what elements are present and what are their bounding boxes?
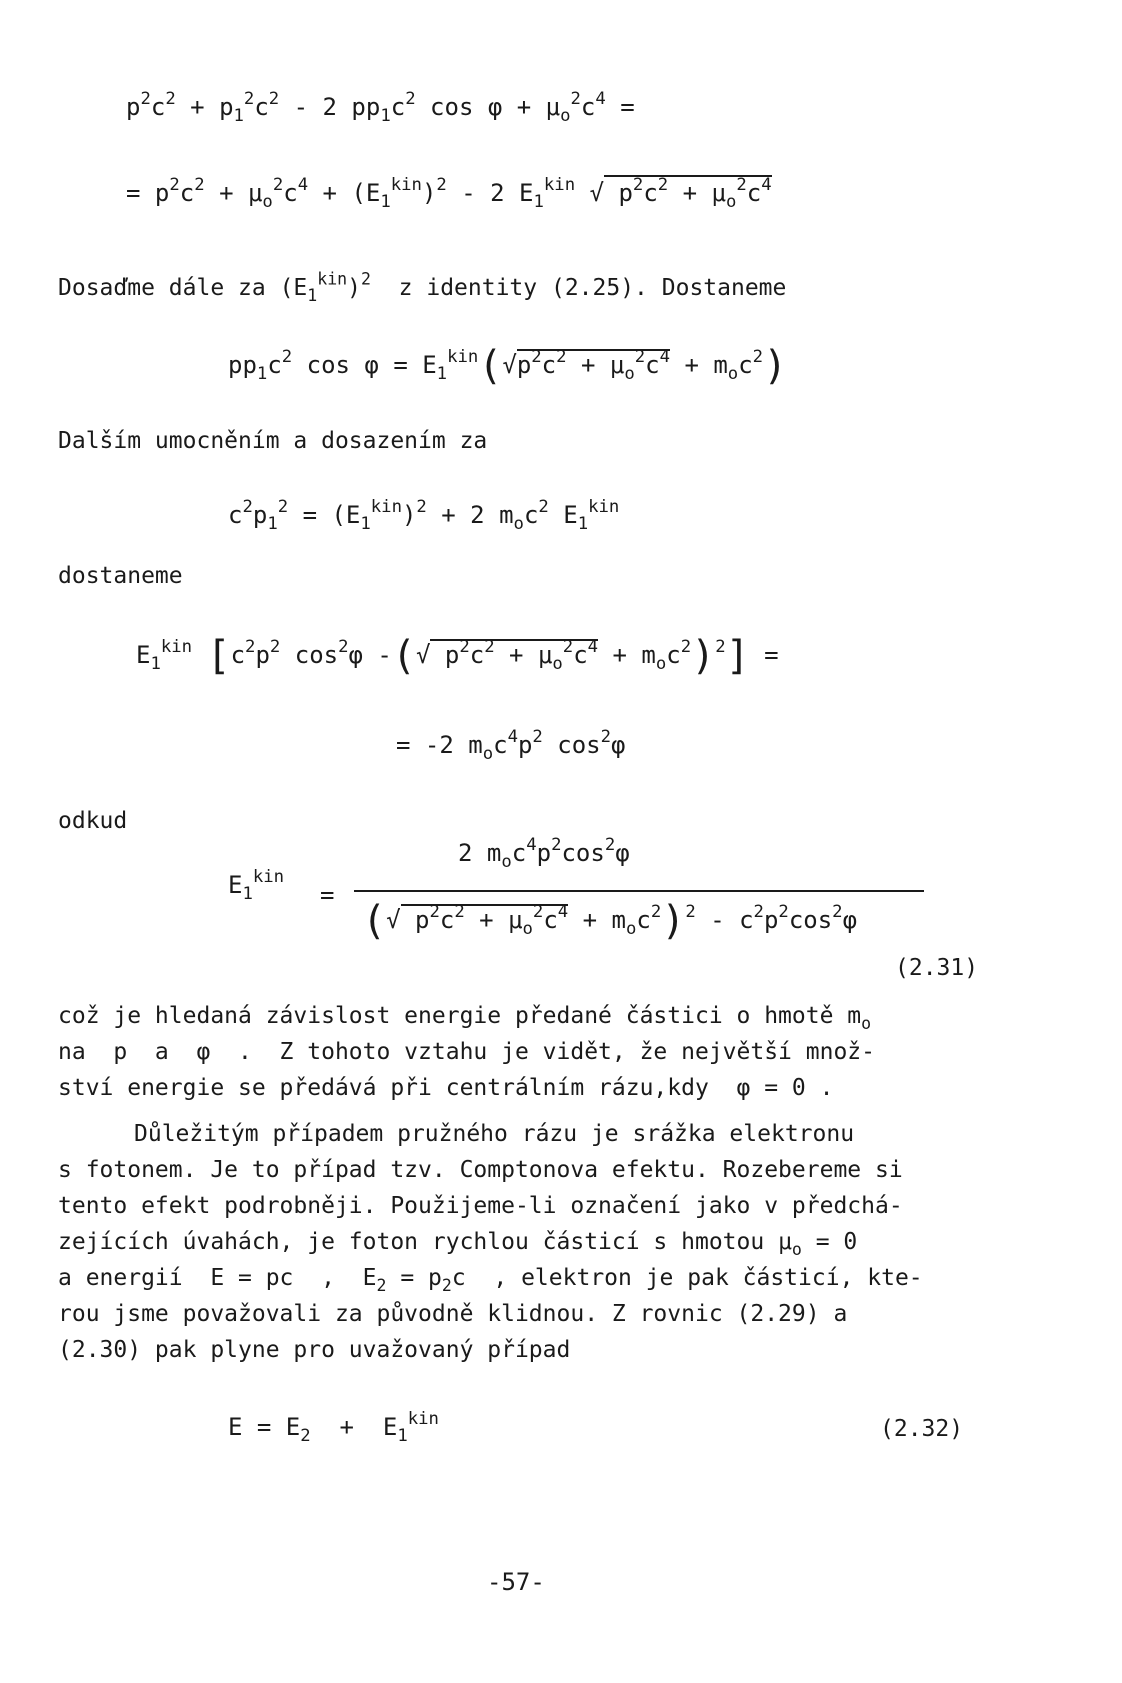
para1-line3: ství energie se předává při centrálním rázu,kdy φ = 0 . (58, 1075, 834, 1101)
text-odkud: odkud (58, 808, 128, 834)
para2-line5: a energií E = pc , $E_2 = p_2c$ , elektron je pak částicí, kte- (58, 1265, 923, 1295)
equation-pp1-cos: $pp_1c^2$ $\cos \varphi = E_1^{kin}(√p^2c^2 + \mu_o^2c^4 + m_oc^2)$ (228, 343, 788, 389)
equation-line-2: = $p^2c^2 + \mu_o^2c^4 + (E_1^{kin})^2 - 2$ $E_1^{kin}$ √ $p^2c^2 + \mu_o^2c^4$ (126, 174, 772, 213)
fraction-bar (354, 890, 924, 892)
para2-line6: rou jsme považovali za původně klidnou. Z rovnic (2.29) a (58, 1301, 848, 1327)
text-dostaneme: dostaneme (58, 563, 183, 589)
text-dosadme: Dosaďme dále za $(E_1^{kin})^2$ z identity (2.25). Dostaneme (58, 269, 787, 305)
fraction-denominator: (√ $p^2c^2 + \mu_o^2c^4 + m_oc^2)^2 - c^2p^2\cos^2\varphi$ (362, 898, 858, 944)
para2-line3: tento efekt podrobněji. Použijeme-li označení jako v předchá- (58, 1193, 903, 1219)
para1-line1: což je hledaná závislost energie předané částici o hmotě $m_o$ (58, 1003, 872, 1033)
equation-c2p1: $c^2p_1^2 = (E_1^{kin})^2 + 2$ $m_oc^2$ $E_1^{kin}$ (228, 496, 620, 535)
text-dalsim: Dalším umocněním a dosazením za (58, 428, 488, 454)
equation-bracket: $E_1^{kin}$ [$c^2p^2$ $\cos^2\varphi$ -(√ $p^2c^2 + \mu_o^2c^4 + m_oc^2)^2$] = (136, 633, 779, 679)
equation-bracket-result: = -2 $m_oc^4p^2$ $\cos^2\varphi$ (396, 726, 626, 765)
fraction-numerator: 2 $m_oc^4p^2\cos^2\varphi$ (458, 834, 630, 873)
page-number: -57- (487, 1568, 545, 1596)
equation-2-32: $E = E_2 + E_1^{kin}$ (228, 1408, 439, 1447)
equation-number-2-32: (2.32) (880, 1416, 964, 1442)
fraction-equals: = (320, 881, 335, 909)
para2-line7: (2.30) pak plyne pro uvažovaný případ (58, 1337, 571, 1363)
equation-line-1: $p^2c^2 + p_1^2c^2 - 2$ $pp_1c^2$ $\cos \varphi + \mu_o^2c^4$ = (126, 88, 635, 127)
para2-line4: zejících úvahách, je foton rychlou částicí s hmotou $\mu_o = 0$ (58, 1229, 858, 1259)
equation-number-2-31: (2.31) (895, 955, 979, 981)
para2-line1: Důležitým případem pružného rázu je srážka elektronu (134, 1121, 855, 1147)
para1-line2: na p a φ . Z tohoto vztahu je vidět, že největší množ- (58, 1039, 875, 1065)
para2-line2: s fotonem. Je to případ tzv. Comptonova efektu. Rozebereme si (58, 1157, 903, 1183)
fraction-lhs: $E_1^{kin}$ (228, 866, 285, 905)
